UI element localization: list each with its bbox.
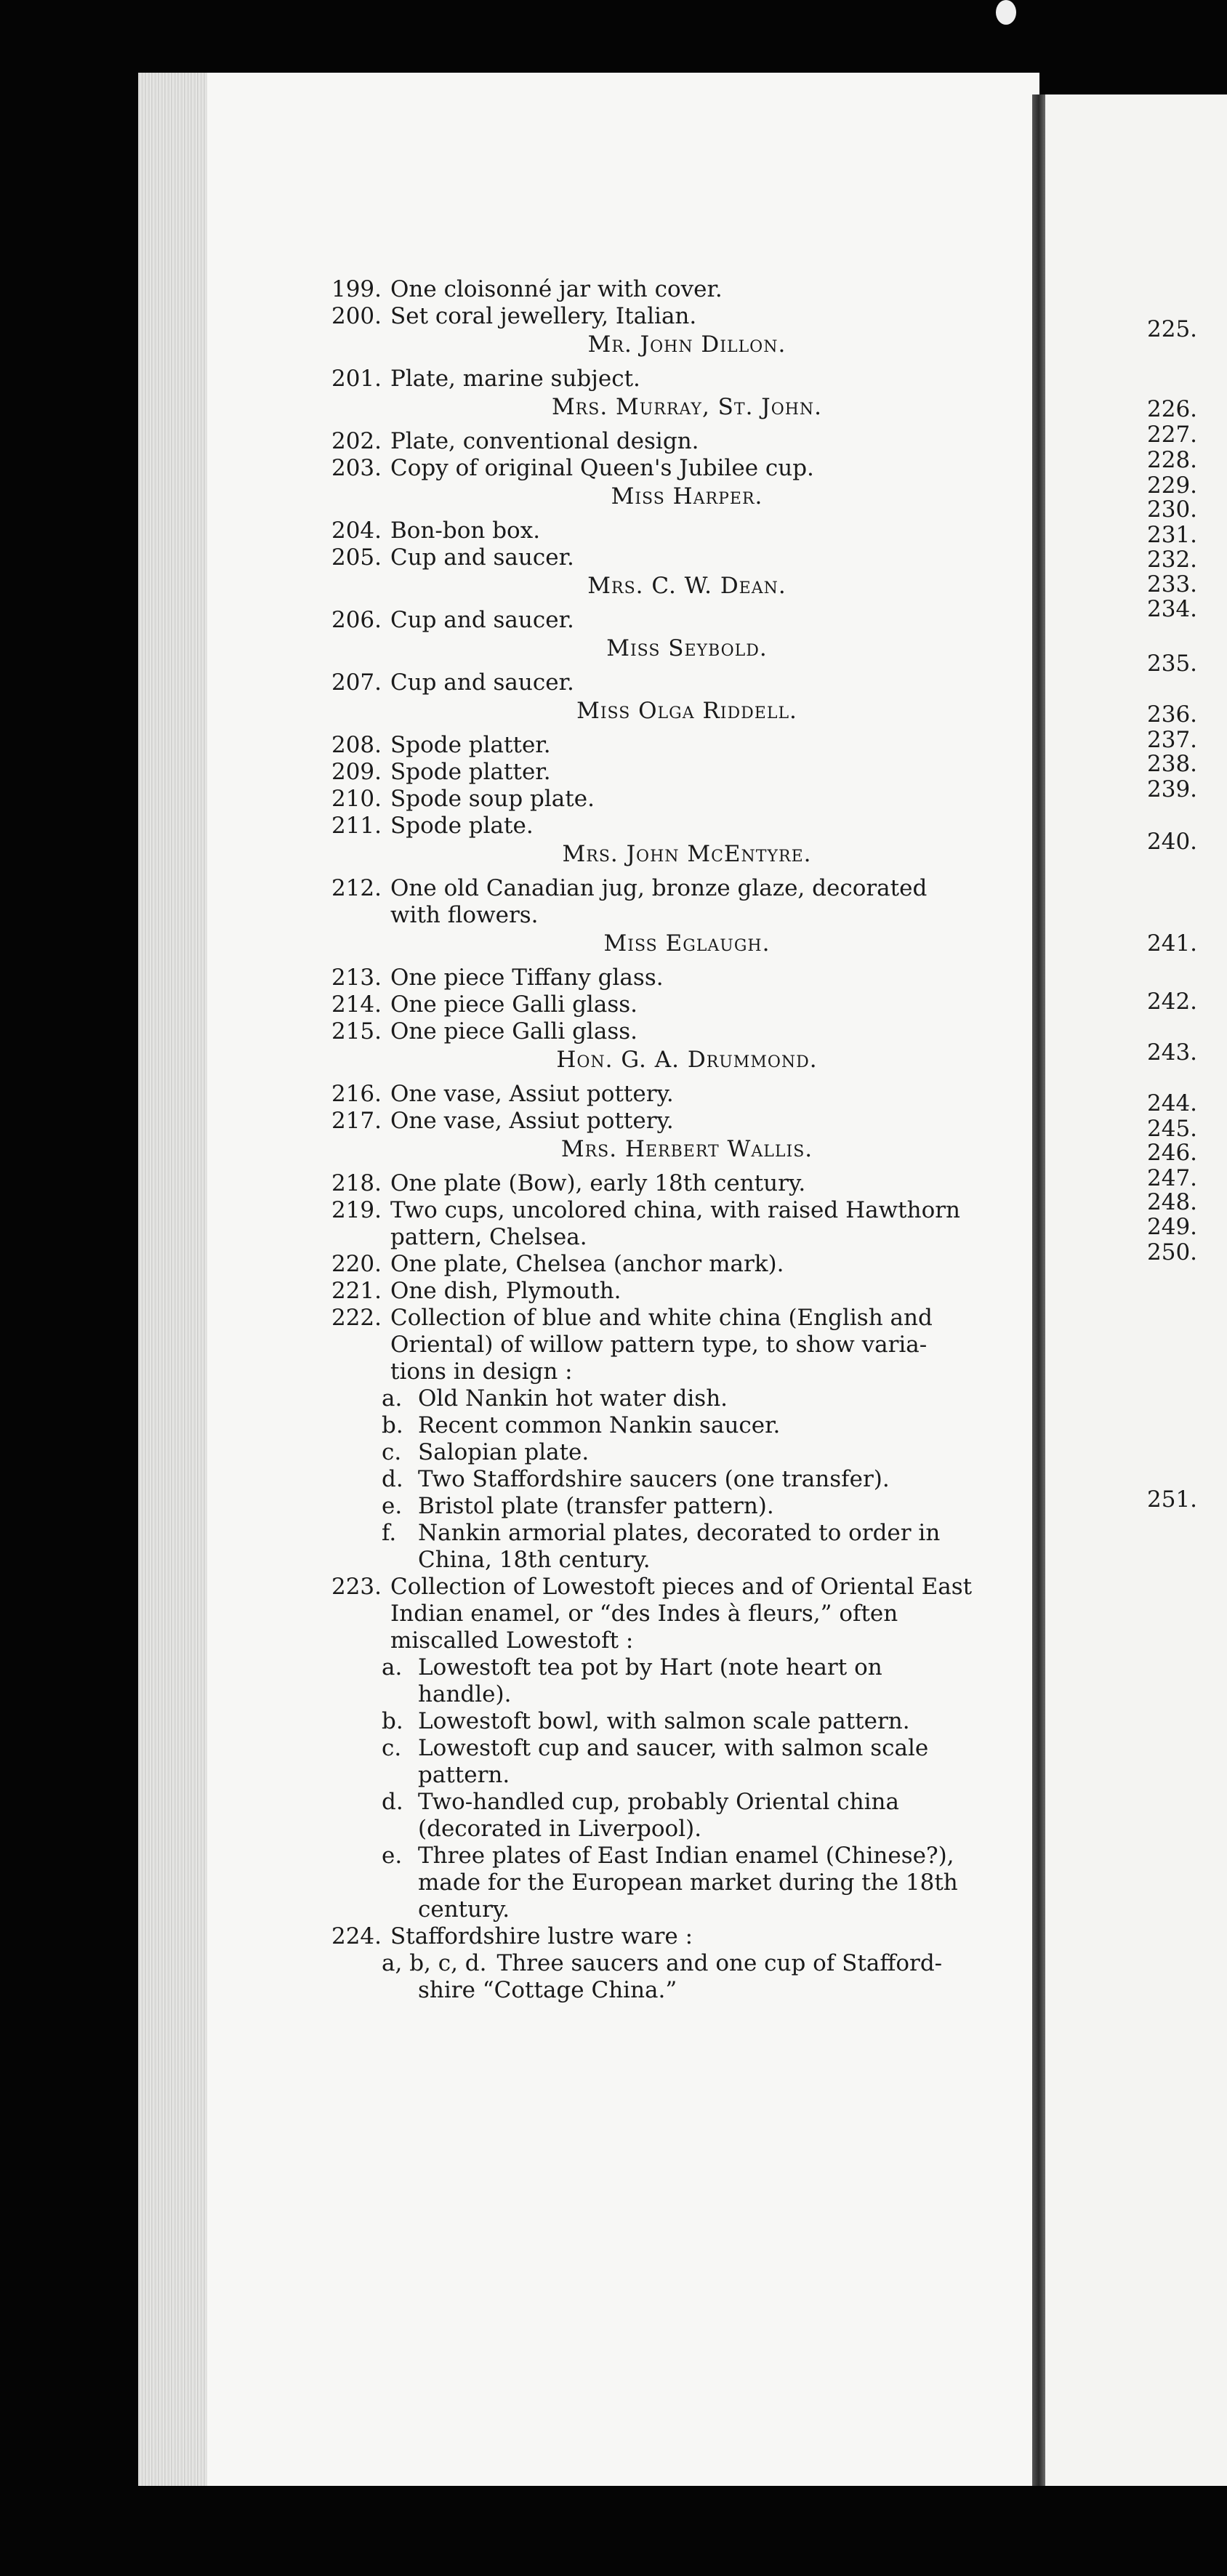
catalogue-entry [331, 366, 985, 393]
right-page-entry-number: 241. [1147, 930, 1198, 957]
sub-item-label: b. [382, 1708, 403, 1734]
right-page-entry-number: 243. [1147, 1039, 1198, 1066]
catalogue-entry [331, 1081, 985, 1108]
entry-number: 212. [331, 875, 382, 901]
entry-text: Two cups, uncolored china, with raised Hawthorn [390, 1197, 961, 1223]
entry-text: Plate, marine subject. [390, 366, 640, 392]
entry-text: One plate (Bow), early 18th century. [390, 1170, 806, 1196]
sub-item-text: Recent common Nankin saucer. [418, 1412, 781, 1438]
sub-item-continuation: China, 18th century. [418, 1547, 651, 1573]
right-page-entry-number: 238. [1147, 751, 1198, 777]
entry-text: One cloisonné jar with cover. [390, 276, 723, 302]
entry-continuation: Oriental) of willow pattern type, to show varia- [390, 1332, 928, 1358]
catalogue-entry [331, 813, 985, 840]
entry-number: 204. [331, 518, 382, 544]
sub-item [331, 1843, 985, 1869]
sub-item [331, 1708, 985, 1735]
sub-item-continuation: made for the European market during the 18th [418, 1869, 958, 1896]
entry-number: 205. [331, 544, 382, 571]
sub-item-text: Three plates of East Indian enamel (Chinese?), [418, 1843, 954, 1869]
catalogue-entry [331, 1923, 985, 1950]
entry-text: Cup and saucer. [390, 669, 574, 696]
donor-name: Mrs. C. W. Dean. [587, 573, 787, 599]
sub-item-continuation: shire “Cottage China.” [418, 1977, 677, 2003]
sub-item-label: d. [382, 1466, 403, 1492]
entry-text: One piece Tiffany glass. [390, 965, 664, 991]
sub-item-text: Lowestoft bowl, with salmon scale pattern. [418, 1708, 910, 1734]
catalogue-entry [331, 1018, 985, 1045]
donor-name: Mrs. Herbert Wallis. [560, 1136, 813, 1162]
right-page-entry-number: 249. [1147, 1214, 1198, 1240]
right-page-entry-number: 240. [1147, 829, 1198, 855]
catalogue-entry [331, 1197, 985, 1224]
entry-text: One vase, Assiut pottery. [390, 1081, 674, 1107]
entry-text: One dish, Plymouth. [390, 1278, 621, 1304]
entry-continuation: pattern, Chelsea. [390, 1224, 587, 1250]
right-page-entry-number: 230. [1147, 496, 1198, 523]
sub-item [331, 1735, 985, 1762]
entry-text: Cup and saucer. [390, 544, 574, 571]
entry-number: 214. [331, 991, 382, 1018]
entry-number: 222. [331, 1305, 382, 1331]
entry-text: One plate, Chelsea (anchor mark). [390, 1251, 784, 1277]
entry-number: 224. [331, 1923, 382, 1949]
entry-text: Bon-bon box. [390, 518, 541, 544]
catalogue-entry [331, 303, 985, 330]
entry-number: 207. [331, 669, 382, 696]
right-page-entry-number: 242. [1147, 989, 1198, 1015]
entry-number: 210. [331, 786, 382, 812]
sub-item-text: Two Staffordshire saucers (one transfer). [418, 1466, 890, 1492]
sub-item-label: e. [382, 1493, 403, 1519]
catalogue-entry [331, 276, 985, 303]
entry-number: 215. [331, 1018, 382, 1045]
sub-item-text: Lowestoft tea pot by Hart (note heart on [418, 1654, 882, 1681]
entry-continuation: Indian enamel, or “des Indes à fleurs,” often [390, 1601, 898, 1627]
entry-text: Spode platter. [390, 759, 551, 785]
entry-number: 218. [331, 1170, 382, 1196]
entry-continuation: miscalled Lowestoft : [390, 1627, 634, 1654]
right-page-entry-number: 225. [1147, 316, 1198, 342]
entry-text: Spode soup plate. [390, 786, 595, 812]
sub-item-label: b. [382, 1412, 403, 1438]
sub-item [331, 1412, 985, 1439]
sub-item-continuation: pattern. [418, 1762, 510, 1788]
right-page-entry-number: 235. [1147, 651, 1198, 677]
right-page [1045, 94, 1227, 2486]
sub-item-continuation: handle). [418, 1681, 512, 1707]
right-page-entry-number: 236. [1147, 701, 1198, 728]
sub-item-label: a. [382, 1385, 403, 1412]
entry-number: 213. [331, 965, 382, 991]
sub-item-label: e. [382, 1843, 403, 1869]
book-gutter [1032, 94, 1045, 2486]
entry-number: 209. [331, 759, 382, 785]
catalogue-entry [331, 544, 985, 571]
sub-item-continuation: century. [418, 1896, 510, 1923]
right-page-entry-number: 250. [1147, 1239, 1198, 1265]
entry-number: 208. [331, 732, 382, 758]
catalogue-entry [331, 991, 985, 1018]
right-page-entry-number: 244. [1147, 1090, 1198, 1116]
sub-item-text: Three saucers and one cup of Stafford- [496, 1950, 943, 1976]
catalogue-entry [331, 1108, 985, 1135]
sub-item [331, 1439, 985, 1466]
right-page-entry-number: 246. [1147, 1140, 1198, 1166]
scan-speck [996, 0, 1016, 25]
catalogue-entry [331, 875, 985, 902]
catalogue-entry [331, 607, 985, 634]
sub-item-continuation: (decorated in Liverpool). [418, 1816, 702, 1842]
entry-number: 199. [331, 276, 382, 302]
sub-item [331, 1493, 985, 1520]
entry-text: Set coral jewellery, Italian. [390, 303, 697, 329]
sub-item-text: Bristol plate (transfer pattern). [418, 1493, 774, 1519]
entry-text: Cup and saucer. [390, 607, 574, 633]
entry-number: 201. [331, 366, 382, 392]
donor-name: Mrs. Murray, St. John. [551, 394, 823, 420]
right-page-entry-number: 229. [1147, 472, 1198, 499]
catalogue-entry [331, 1278, 985, 1305]
entry-continuation: with flowers. [390, 902, 539, 928]
right-page-entry-number: 245. [1147, 1116, 1198, 1142]
right-page-entry-number: 247. [1147, 1165, 1198, 1191]
right-page-entry-number: 228. [1147, 447, 1198, 473]
sub-item-label: f. [382, 1520, 397, 1546]
right-page-entry-number: 234. [1147, 596, 1198, 622]
catalogue-entry [331, 1574, 985, 1601]
donor-name: Mrs. John McEntyre. [562, 841, 812, 867]
donor-name: Miss Seybold. [606, 635, 768, 661]
catalogue-entry [331, 786, 985, 813]
entry-text: Collection of blue and white china (English and [390, 1305, 933, 1331]
sub-item [331, 1466, 985, 1493]
sub-item-label: c. [382, 1439, 402, 1465]
entry-text: One vase, Assiut pottery. [390, 1108, 674, 1134]
entry-number: 221. [331, 1278, 382, 1304]
catalogue-entry [331, 732, 985, 759]
right-page-entry-number: 233. [1147, 571, 1198, 597]
right-page-entry-number: 239. [1147, 776, 1198, 802]
entry-text: Spode platter. [390, 732, 551, 758]
sub-item [331, 1520, 985, 1547]
right-page-entry-number: 237. [1147, 727, 1198, 753]
right-page-entry-number: 248. [1147, 1189, 1198, 1215]
entry-number: 220. [331, 1251, 382, 1277]
entry-text: One piece Galli glass. [390, 991, 638, 1018]
sub-item-text: Lowestoft cup and saucer, with salmon scale [418, 1735, 929, 1761]
sub-item-label: a. [382, 1654, 403, 1681]
right-page-entry-number: 227. [1147, 422, 1198, 448]
sub-item [331, 1654, 985, 1681]
entry-number: 202. [331, 428, 382, 454]
entry-text: Plate, conventional design. [390, 428, 699, 454]
entry-number: 200. [331, 303, 382, 329]
entry-text: Spode plate. [390, 813, 534, 839]
entry-number: 211. [331, 813, 382, 839]
catalogue-entry [331, 669, 985, 696]
sub-item-label: c. [382, 1735, 402, 1761]
sub-item-text: Two-handled cup, probably Oriental china [418, 1789, 899, 1815]
sub-item-text: Salopian plate. [418, 1439, 590, 1465]
catalogue-entry [331, 1251, 985, 1278]
entry-text: Staffordshire lustre ware : [390, 1923, 693, 1949]
catalogue-entry [331, 428, 985, 455]
sub-item-label: d. [382, 1789, 403, 1815]
right-page-entry-number: 251. [1147, 1486, 1198, 1513]
entry-number: 219. [331, 1197, 382, 1223]
donor-name: Hon. G. A. Drummond. [556, 1047, 818, 1073]
entry-number: 203. [331, 455, 382, 481]
sub-item [331, 1385, 985, 1412]
sub-item-label: a, b, c, d. [382, 1950, 487, 1976]
entry-text: One old Canadian jug, bronze glaze, decorated [390, 875, 928, 901]
catalogue-list [331, 276, 985, 2004]
entry-number: 223. [331, 1574, 382, 1600]
catalogue-entry [331, 1305, 985, 1332]
catalogue-entry [331, 965, 985, 991]
entry-number: 217. [331, 1108, 382, 1134]
catalogue-entry [331, 518, 985, 544]
right-page-entry-number: 226. [1147, 396, 1198, 422]
donor-name: Mr. John Dillon. [587, 331, 787, 358]
right-page-entry-number: 231. [1147, 522, 1198, 548]
donor-name: Miss Harper. [611, 483, 763, 510]
right-page-entry-number: 232. [1147, 547, 1198, 573]
entry-text: Copy of original Queen's Jubilee cup. [390, 455, 814, 481]
entry-continuation: tions in design : [390, 1359, 573, 1385]
page-edge [138, 73, 207, 2486]
entry-text: Collection of Lowestoft pieces and of Oriental East [390, 1574, 973, 1600]
sub-item [331, 1789, 985, 1816]
entry-text: One piece Galli glass. [390, 1018, 638, 1045]
sub-item-text: Nankin armorial plates, decorated to order in [418, 1520, 941, 1546]
entry-number: 206. [331, 607, 382, 633]
donor-name: Miss Olga Riddell. [576, 698, 797, 724]
sub-item-text: Old Nankin hot water dish. [418, 1385, 728, 1412]
entry-number: 216. [331, 1081, 382, 1107]
donor-name: Miss Eglaugh. [603, 930, 771, 957]
catalogue-entry [331, 759, 985, 786]
catalogue-entry [331, 455, 985, 482]
catalogue-entry [331, 1170, 985, 1197]
sub-item [331, 1950, 985, 1977]
